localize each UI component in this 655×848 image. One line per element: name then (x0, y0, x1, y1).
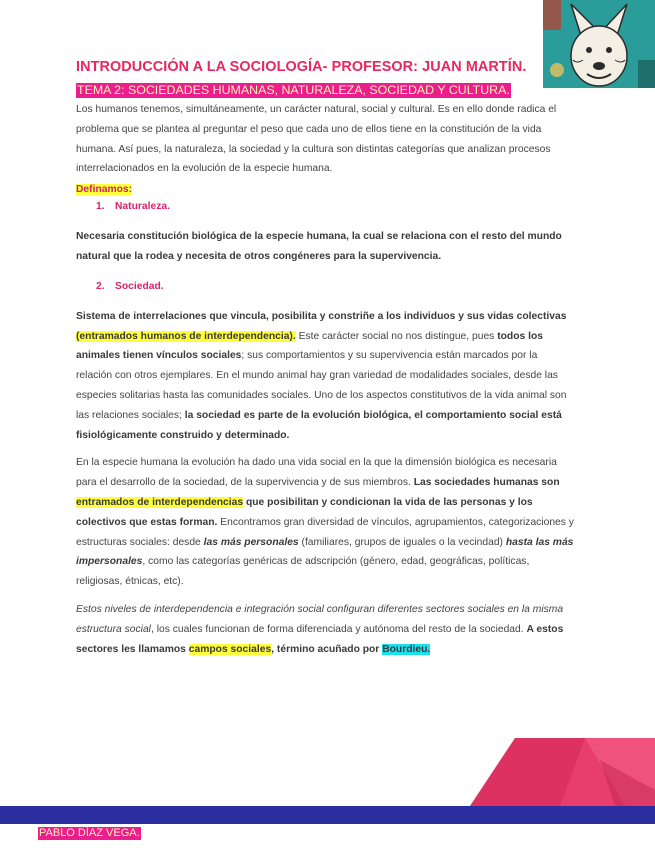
evolution-text: , como las categorías genéricas de adscripción (género, edad, geográficas, políticas, religiosas, étnicas, etc). (76, 556, 530, 588)
sociedad-bold-conclusion: la sociedad es parte de la evolución biológica, el comportamiento social está fisiológicamente construido y determinado. (76, 409, 562, 441)
term-label: Naturaleza. (115, 201, 170, 213)
highlight-bourdieu: Bourdieu. (382, 643, 431, 655)
define-label: Definamos: (76, 184, 133, 196)
term-number: 1. (96, 201, 105, 213)
campos-text: , los cuales funcionan de forma diferenciada y autónoma del resto de la sociedad. (150, 623, 527, 635)
evolution-text: (familiares, grupos de iguales o la vecindad) (298, 536, 506, 548)
sociedad-text: ; sus comportamientos y su supervivencia están marcados por la relación con otros ejemplares. En el mundo animal hay gran variedad de modalidades sociales, desde las especies solitarias hasta las comunidades sociales. Uno de los aspectos constitutivos de la vida animal son las relaciones sociales; (76, 350, 567, 421)
evolution-bold-italic: hasta las más impersonales (76, 536, 574, 568)
highlight-entramados: entramados de interdependencias (76, 496, 244, 508)
evolution-text: Encontramos gran diversidad de vínculos, agrupamientos, categorizaciones y estructuras sociales: desde (76, 516, 574, 548)
evolution-bold-italic: las más personales (203, 536, 299, 548)
footer-band (0, 806, 655, 824)
campos-bold: A estos sectores les llamamos (76, 623, 564, 655)
term-number: 2. (96, 280, 105, 292)
intro-paragraph: Los humanos tenemos, simultáneamente, un carácter natural, social y cultural. Es en ello donde radica el problema que se plantea al preguntar el peso que cada uno de ellos tiene en la constitución de la vida humana. Así pues, la naturaleza, la sociedad y la cultura son distintas categorías que analizan procesos interrelacionados en la evolución de la especie humana. (76, 104, 557, 175)
evolution-text: En la especie humana la evolución ha dado una vida social en la que la dimensión biológica es necesaria para el desarrollo de la sociedad, de la supervivencia y de sus miembros. (76, 457, 557, 489)
term-label: Sociedad. (115, 280, 164, 292)
campos-italic: Estos niveles de interdependencia e integración social configuran diferentes sectores sociales en la misma estructura social (76, 603, 564, 635)
naturaleza-definition: Necesaria constitución biológica de la especie humana, la cual se relaciona con el resto del mundo natural que la rodea y necesita de otros congéneres para la supervivencia. (76, 231, 562, 262)
sociedad-bold-animales: todos los animales tienen vínculos sociales (76, 330, 543, 362)
evolution-bold: Las sociedades humanas son (413, 477, 560, 489)
highlight-entramados-humanos: (entramados humanos de interdependencia). (76, 330, 296, 342)
evolution-bold: que posibilitan y condicionan la vida de las personas y los colectivos que estas forman. (76, 496, 533, 528)
highlight-campos-sociales: campos sociales (188, 643, 272, 655)
author-name: PABLO DÍAZ VEGA. (39, 827, 140, 839)
campos-bold: , término acuñado por (271, 643, 383, 655)
topic-subtitle: TEMA 2: SOCIEDADES HUMANAS, NATURALEZA, SOCIEDAD Y CULTURA. (77, 83, 510, 97)
sociedad-text: Este carácter social no nos distingue, pues (295, 330, 498, 342)
sociedad-bold-intro: Sistema de interrelaciones que vincula, posibilita y constriñe a los individuos y sus vidas colectivas (76, 310, 567, 322)
document-title: INTRODUCCIÓN A LA SOCIOLOGÍA- PROFESOR: JUAN MARTÍN. (76, 59, 527, 75)
